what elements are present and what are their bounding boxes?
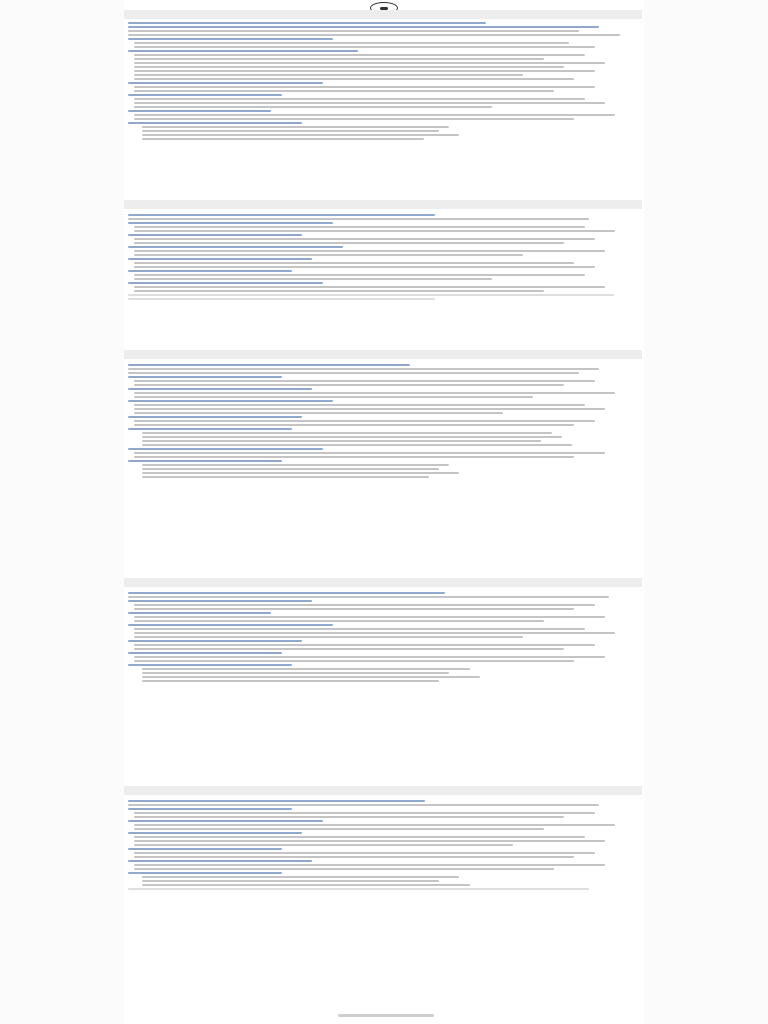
text-line (128, 38, 333, 40)
text-line (128, 368, 599, 370)
text-line (128, 298, 435, 300)
text-line (134, 452, 605, 454)
text-line (128, 848, 282, 850)
text-line (134, 392, 615, 394)
text-line (134, 616, 605, 618)
text-line (134, 836, 585, 838)
text-line (128, 110, 271, 112)
text-line (128, 592, 445, 594)
section-divider (124, 578, 642, 587)
section-3 (128, 362, 640, 480)
text-line (134, 278, 492, 280)
text-line (128, 624, 333, 626)
text-line (134, 648, 564, 650)
text-line (134, 286, 605, 288)
text-line (134, 226, 585, 228)
text-line (128, 222, 333, 224)
text-line (128, 460, 282, 462)
text-line (134, 290, 544, 292)
text-line (134, 656, 605, 658)
text-line (128, 246, 343, 248)
text-line (134, 644, 595, 646)
section-4 (128, 590, 640, 684)
section-2 (128, 212, 640, 302)
text-line (134, 118, 574, 120)
text-line (134, 456, 574, 458)
text-line (134, 90, 554, 92)
section-divider (124, 350, 642, 359)
text-line (142, 134, 459, 136)
text-line (134, 844, 513, 846)
text-line (128, 612, 271, 614)
text-line (134, 242, 564, 244)
text-line (128, 94, 282, 96)
text-line (142, 668, 470, 670)
text-line (134, 250, 605, 252)
text-line (134, 636, 523, 638)
text-line (134, 828, 544, 830)
text-line (142, 440, 541, 442)
text-line (142, 468, 439, 470)
text-line (128, 820, 323, 822)
text-line (134, 98, 585, 100)
text-line (128, 600, 312, 602)
text-line (128, 808, 292, 810)
text-line (134, 852, 595, 854)
text-line (134, 404, 585, 406)
text-line (128, 214, 435, 216)
text-line (134, 254, 523, 256)
text-line (142, 876, 459, 878)
text-line (142, 680, 439, 682)
text-line (134, 230, 615, 232)
text-line (134, 412, 503, 414)
text-line (134, 840, 605, 842)
text-line (142, 126, 449, 128)
text-line (134, 424, 574, 426)
text-line (142, 130, 439, 132)
text-line (142, 464, 449, 466)
text-line (134, 266, 595, 268)
text-line (134, 114, 615, 116)
text-line (142, 676, 480, 678)
text-line (128, 376, 282, 378)
text-line (128, 388, 312, 390)
text-line (134, 396, 533, 398)
text-line (134, 62, 605, 64)
text-line (134, 106, 492, 108)
text-line (128, 872, 282, 874)
text-line (134, 102, 605, 104)
text-line (142, 444, 572, 446)
text-line (134, 628, 585, 630)
text-line (128, 282, 323, 284)
text-line (142, 476, 429, 478)
text-line (128, 800, 425, 802)
text-line (128, 428, 292, 430)
section-divider (124, 786, 642, 795)
text-line (134, 660, 574, 662)
text-line (128, 122, 302, 124)
text-line (134, 824, 615, 826)
text-line (128, 640, 302, 642)
text-line (142, 472, 459, 474)
text-line (128, 804, 599, 806)
text-line (134, 384, 564, 386)
text-line (128, 82, 323, 84)
text-line (128, 364, 410, 366)
text-line (128, 860, 312, 862)
text-line (128, 258, 312, 260)
page-footer (338, 1014, 434, 1017)
text-line (128, 30, 579, 32)
section-divider (124, 200, 642, 209)
section-divider (124, 10, 642, 19)
text-line (128, 400, 333, 402)
text-line (134, 238, 595, 240)
header-note (0, 0, 1, 1)
text-line (128, 664, 292, 666)
text-line (142, 672, 449, 674)
text-line (128, 416, 302, 418)
text-line (134, 632, 615, 634)
section-5 (128, 798, 640, 892)
text-line (134, 420, 595, 422)
text-line (128, 832, 302, 834)
text-line (134, 86, 595, 88)
text-line (134, 54, 585, 56)
text-line (134, 864, 605, 866)
text-line (128, 234, 302, 236)
text-line (134, 78, 574, 80)
text-line (128, 22, 486, 24)
text-line (134, 868, 554, 870)
text-line (134, 274, 585, 276)
text-line (142, 880, 439, 882)
text-line (128, 218, 589, 220)
text-line (142, 884, 470, 886)
text-line (134, 604, 595, 606)
text-line (134, 46, 595, 48)
text-line (134, 608, 574, 610)
text-line (128, 448, 323, 450)
text-line (128, 26, 599, 28)
text-line (142, 436, 562, 438)
text-line (128, 888, 589, 890)
text-line (128, 652, 282, 654)
text-line (134, 620, 544, 622)
text-line (128, 270, 292, 272)
text-line (134, 70, 595, 72)
text-line (134, 816, 564, 818)
text-line (134, 42, 569, 44)
text-line (134, 262, 574, 264)
section-1 (128, 20, 640, 142)
text-line (134, 66, 564, 68)
text-line (142, 432, 552, 434)
text-line (128, 50, 358, 52)
text-line (134, 380, 595, 382)
text-line (128, 372, 579, 374)
text-line (128, 596, 609, 598)
text-line (142, 138, 424, 140)
text-line (134, 58, 544, 60)
text-line (134, 74, 523, 76)
text-line (134, 408, 605, 410)
text-line (134, 812, 595, 814)
text-line (134, 856, 574, 858)
text-line (128, 34, 620, 36)
text-line (128, 294, 614, 296)
